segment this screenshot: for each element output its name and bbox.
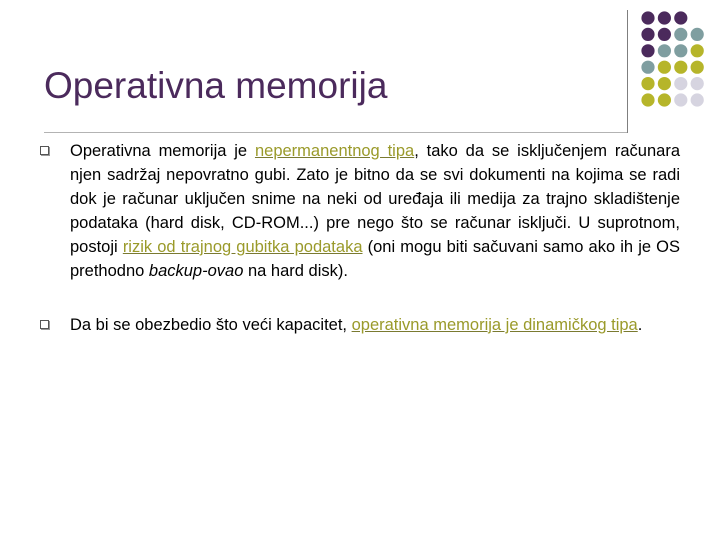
link-dynamic-type[interactable]: operativna memorija je dinamičkog tipa xyxy=(351,316,638,334)
bullet-text: . xyxy=(637,316,643,334)
decorative-dot xyxy=(691,77,704,90)
link-nonpermanent-type[interactable]: nepermanentnog tipa xyxy=(254,142,415,160)
decorative-dot xyxy=(674,77,687,90)
decorative-dot xyxy=(658,61,671,74)
title-underline-rule xyxy=(44,132,628,133)
hollow-square-bullet-icon xyxy=(40,146,49,155)
decorative-dot xyxy=(674,93,687,106)
decorative-dot xyxy=(691,61,704,74)
decorative-dot xyxy=(641,11,654,24)
decorative-dot xyxy=(674,11,687,24)
decorative-dot xyxy=(641,93,654,106)
decorative-dot xyxy=(658,77,671,90)
decorative-dot xyxy=(641,44,654,57)
decorative-dot xyxy=(674,44,687,57)
decorative-dot-grid xyxy=(640,10,720,120)
decorative-dot xyxy=(691,44,704,57)
bullet-text: (oni mogu biti sačuvani samo ako ih je OS prethodno xyxy=(70,238,680,280)
decorative-dot xyxy=(691,28,704,41)
bullet-text: Da bi se obezbedio što veći kapacitet, xyxy=(70,316,352,334)
decorative-dot xyxy=(674,61,687,74)
decorative-dot xyxy=(658,28,671,41)
bullet-text: , tako da se isključenjem računara njen sadržaj nepovratno gubi. Zato je bitno da se svi dokumenti na kojima se radi dok je računar uključen snime na neki od uređaja ili medija za trajno skladištenje podataka (hard disk, CD-ROM...) pre nego što se računar isključi. U suprotnom, postoji xyxy=(70,142,681,256)
bullet-item-memory-volatility xyxy=(40,139,680,283)
bullet-text: Operativna memorija je xyxy=(70,142,255,160)
vertical-accent-rule xyxy=(627,10,628,133)
decorative-dot xyxy=(674,28,687,41)
bullet-list xyxy=(40,139,680,337)
decorative-dot xyxy=(641,61,654,74)
bullet-text: na hard disk). xyxy=(243,262,348,280)
slide-title: Operativna memorija xyxy=(44,65,388,106)
decorative-dot xyxy=(641,77,654,90)
decorative-dot xyxy=(658,11,671,24)
decorative-dot xyxy=(691,93,704,106)
link-data-loss-risk[interactable]: rizik od trajnog gubitka podataka xyxy=(122,238,363,256)
decorative-dot xyxy=(641,28,654,41)
hollow-square-bullet-icon xyxy=(40,320,49,329)
bullet-item-dynamic-memory xyxy=(40,313,680,337)
decorative-dot xyxy=(658,44,671,57)
bullet-emphasis: backup-ovao xyxy=(148,262,244,280)
decorative-dot xyxy=(658,93,671,106)
